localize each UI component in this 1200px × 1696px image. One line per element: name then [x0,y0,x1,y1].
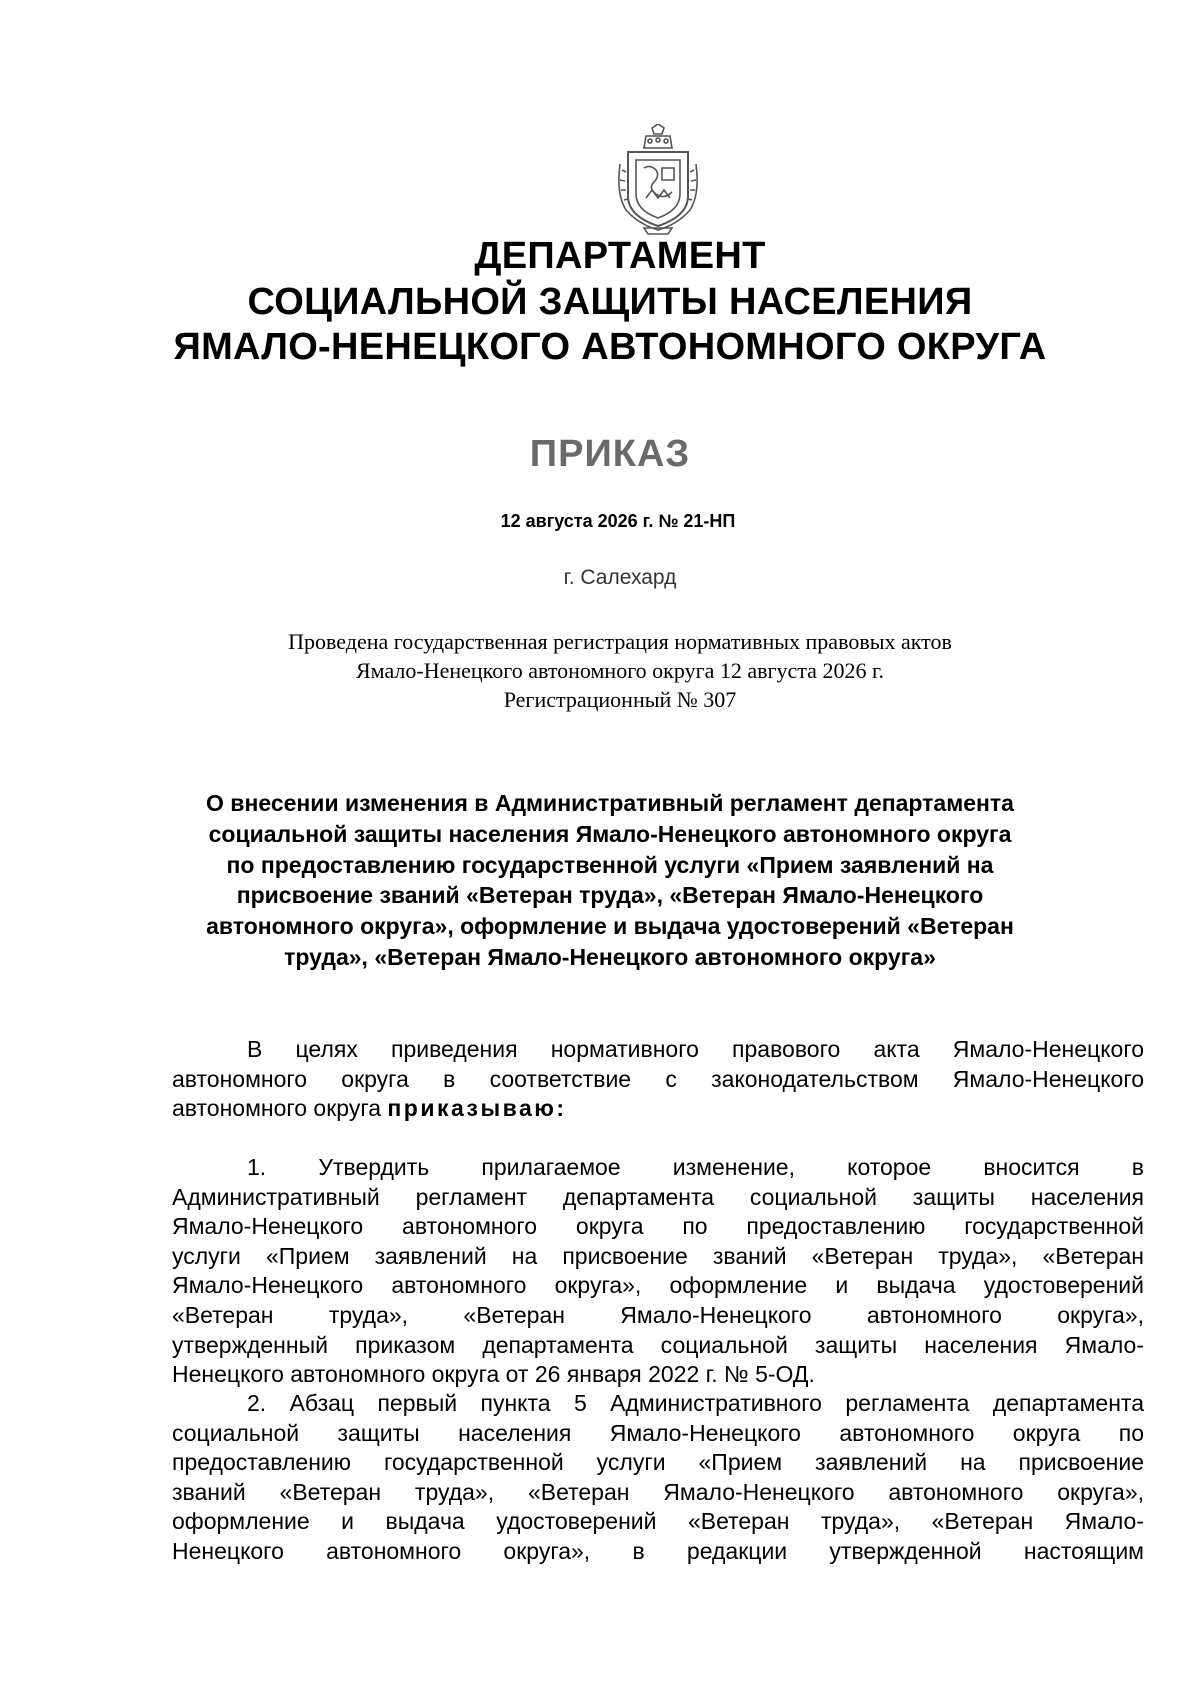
title-line: труда», «Ветеран Ямало-Ненецкого автономного округа» [284,943,936,970]
order-keyword: приказываю: [387,1095,567,1122]
org-name-line-1: ДЕПАРТАМЕНТ [474,235,766,277]
body-line: предоставлению государственной услуги «Прием заявлений на присвоение [172,1449,1144,1476]
coat-of-arms-emblem [616,124,700,236]
body-line: В целях приведения нормативного правового акта Ямало-Ненецкого [247,1036,1144,1062]
title-line: социальной защиты населения Ямало-Ненецкого автономного округа [208,820,1012,847]
preamble-paragraph [172,1035,1144,1124]
registration-stamp [20,627,1200,714]
title-line: по предоставлению государственной услуги «Прием заявлений на [226,851,994,878]
registration-line-2: Ямало-Ненецкого автономного округа 12 августа 2026 г. [356,658,884,683]
date-and-number: 12 августа 2026 г. № 21-НП [500,511,736,531]
org-name-line-2: СОЦИАЛЬНОЙ ЗАЩИТЫ НАСЕЛЕНИЯ [247,281,973,323]
item-1-paragraph [172,1153,1144,1390]
body-line: Административный регламент департамента социальной защиты населения [172,1183,1144,1210]
body-line: оформление и выдача удостоверений «Ветеран труда», «Ветеран Ямало- [172,1508,1144,1535]
body-line: услуги «Прием заявлений на присвоение званий «Ветеран труда», «Ветеран [172,1242,1144,1269]
body-line: социальной защиты населения Ямало-Ненецкого автономного округа по [172,1419,1144,1446]
body-line [172,1094,1144,1124]
document-type: ПРИКАЗ [529,433,691,475]
body-line: Ненецкого автономного округа от 26 января 2022 г. № 5-ОД. [172,1361,815,1388]
title-line: О внесении изменения в Административный регламент департамента [206,790,1014,816]
registration-line-3: Регистрационный № 307 [503,687,737,712]
body-line: автономного округа в соответствие с законодательством Ямало-Ненецкого [172,1065,1144,1092]
item-2-paragraph [172,1389,1144,1567]
registration-line-1: Проведена государственная регистрация нормативных правовых актов [288,629,952,654]
body-line: Ямало-Ненецкого автономного округа», оформление и выдача удостоверений [172,1272,1144,1299]
body-line-text: автономного округа [172,1095,388,1122]
title-line: автономного округа», оформление и выдача удостоверений «Ветеран [206,913,1014,940]
body-line: Ямало-Ненецкого автономного округа по предоставлению государственной [172,1213,1144,1240]
body-line: 2. Абзац первый пункта 5 Административного регламента департамента [247,1390,1144,1416]
body-line: утвержденный приказом департамента социальной защиты населения Ямало- [172,1331,1144,1358]
body-line: 1. Утвердить прилагаемое изменение, которое вносится в [247,1154,1144,1180]
org-name-line-3: ЯМАЛО-НЕНЕЦКОГО АВТОНОМНОГО ОКРУГА [173,326,1047,368]
city: г. Салехард [563,566,677,589]
body-line: званий «Ветеран труда», «Ветеран Ямало-Ненецкого автономного округа», [172,1478,1144,1505]
body-line: «Ветеран труда», «Ветеран Ямало-Ненецкого автономного округа», [172,1301,1144,1328]
body-line: Ненецкого автономного округа», в редакции утвержденной настоящим [172,1537,1144,1564]
title-line: присвоение званий «Ветеран труда», «Ветеран Ямало-Ненецкого [236,882,984,909]
document-title [10,788,1200,973]
